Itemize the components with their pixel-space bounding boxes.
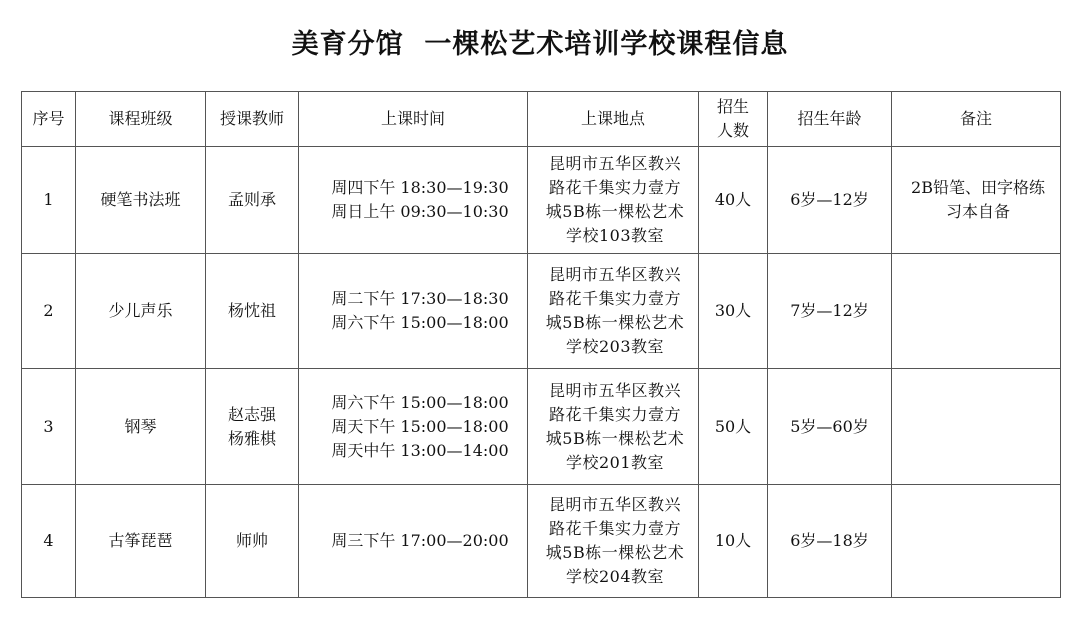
cell-capacity: 40人 — [699, 147, 768, 254]
cell-location — [528, 485, 699, 598]
cell-age: 5岁—60岁 — [768, 369, 892, 485]
cell-index: 3 — [22, 369, 76, 485]
time-slot: 周四下午 18:30—19:30 — [331, 178, 509, 197]
cell-class-name: 古筝琵琶 — [76, 485, 206, 598]
cell-teacher — [206, 369, 299, 485]
time-slot: 周天中午 13:00—14:00 — [331, 440, 509, 460]
location-line: 城5B栋一棵松艺术 — [545, 428, 685, 448]
location-line: 学校201教室 — [565, 452, 665, 472]
time-slot: 周六下午 15:00—18:00 — [331, 392, 509, 412]
location-line: 路花千集实力壹方 — [548, 289, 681, 308]
cell-class-name: 硬笔书法班 — [76, 147, 206, 254]
teacher-name: 赵志强 — [227, 404, 276, 424]
cell-capacity: 30人 — [699, 254, 768, 369]
table-row — [22, 147, 1061, 254]
cell-location — [528, 254, 699, 369]
header-age: 招生年龄 — [768, 92, 892, 147]
time-slot: 周六下午 15:00—18:00 — [331, 313, 509, 332]
cell-capacity: 10人 — [699, 485, 768, 598]
header-capacity-line1: 招生 — [716, 97, 749, 116]
cell-location — [528, 369, 699, 485]
cell-note — [892, 369, 1061, 485]
location-line: 路花千集实力壹方 — [548, 519, 681, 538]
header-capacity — [699, 92, 768, 147]
cell-teacher — [206, 147, 299, 254]
cell-teacher — [206, 485, 299, 598]
cell-age: 7岁—12岁 — [768, 254, 892, 369]
course-table — [21, 91, 1061, 598]
cell-capacity: 50人 — [699, 369, 768, 485]
cell-class-name: 钢琴 — [76, 369, 206, 485]
table-row — [22, 485, 1061, 598]
location-line: 昆明市五华区教兴 — [548, 265, 681, 284]
time-slot: 周二下午 17:30—18:30 — [331, 289, 509, 308]
location-line: 城5B栋一棵松艺术 — [545, 313, 685, 332]
location-line: 学校103教室 — [565, 226, 665, 245]
time-slot: 周日上午 09:30—10:30 — [331, 202, 509, 221]
header-time: 上课时间 — [299, 92, 528, 147]
header-teacher: 授课教师 — [206, 92, 299, 147]
location-line: 昆明市五华区教兴 — [548, 380, 681, 400]
time-slot: 周三下午 17:00—20:00 — [331, 531, 509, 550]
location-line: 城5B栋一棵松艺术 — [545, 543, 685, 562]
cell-index: 4 — [22, 485, 76, 598]
header-location: 上课地点 — [528, 92, 699, 147]
table-header-row — [22, 92, 1061, 147]
header-note: 备注 — [892, 92, 1061, 147]
cell-age: 6岁—18岁 — [768, 485, 892, 598]
teacher-name: 杨忱祖 — [227, 301, 276, 320]
teacher-name: 孟则承 — [227, 190, 276, 209]
cell-location — [528, 147, 699, 254]
cell-index: 2 — [22, 254, 76, 369]
cell-teacher — [206, 254, 299, 369]
cell-age: 6岁—12岁 — [768, 147, 892, 254]
header-index: 序号 — [22, 92, 76, 147]
table-row — [22, 254, 1061, 369]
cell-time — [299, 485, 528, 598]
location-line: 学校204教室 — [565, 567, 665, 586]
cell-time — [299, 147, 528, 254]
location-line: 城5B栋一棵松艺术 — [545, 202, 685, 221]
cell-index: 1 — [22, 147, 76, 254]
teacher-name: 师帅 — [235, 531, 268, 550]
location-line: 路花千集实力壹方 — [548, 404, 681, 424]
teacher-name: 杨雅棋 — [227, 428, 276, 448]
cell-note: 2B铅笔、田字格练习本自备 — [892, 147, 1061, 254]
cell-time — [299, 254, 528, 369]
cell-note — [892, 254, 1061, 369]
header-capacity-line2: 人数 — [716, 121, 749, 140]
location-line: 昆明市五华区教兴 — [548, 154, 681, 173]
location-line: 学校203教室 — [565, 337, 665, 356]
table-row — [22, 369, 1061, 485]
header-class-name: 课程班级 — [76, 92, 206, 147]
page-title: 美育分馆 一棵松艺术培训学校课程信息 — [291, 29, 789, 60]
time-slot: 周天下午 15:00—18:00 — [331, 416, 509, 436]
cell-note — [892, 485, 1061, 598]
cell-class-name: 少儿声乐 — [76, 254, 206, 369]
location-line: 昆明市五华区教兴 — [548, 495, 681, 514]
location-line: 路花千集实力壹方 — [548, 178, 681, 197]
cell-time — [299, 369, 528, 485]
